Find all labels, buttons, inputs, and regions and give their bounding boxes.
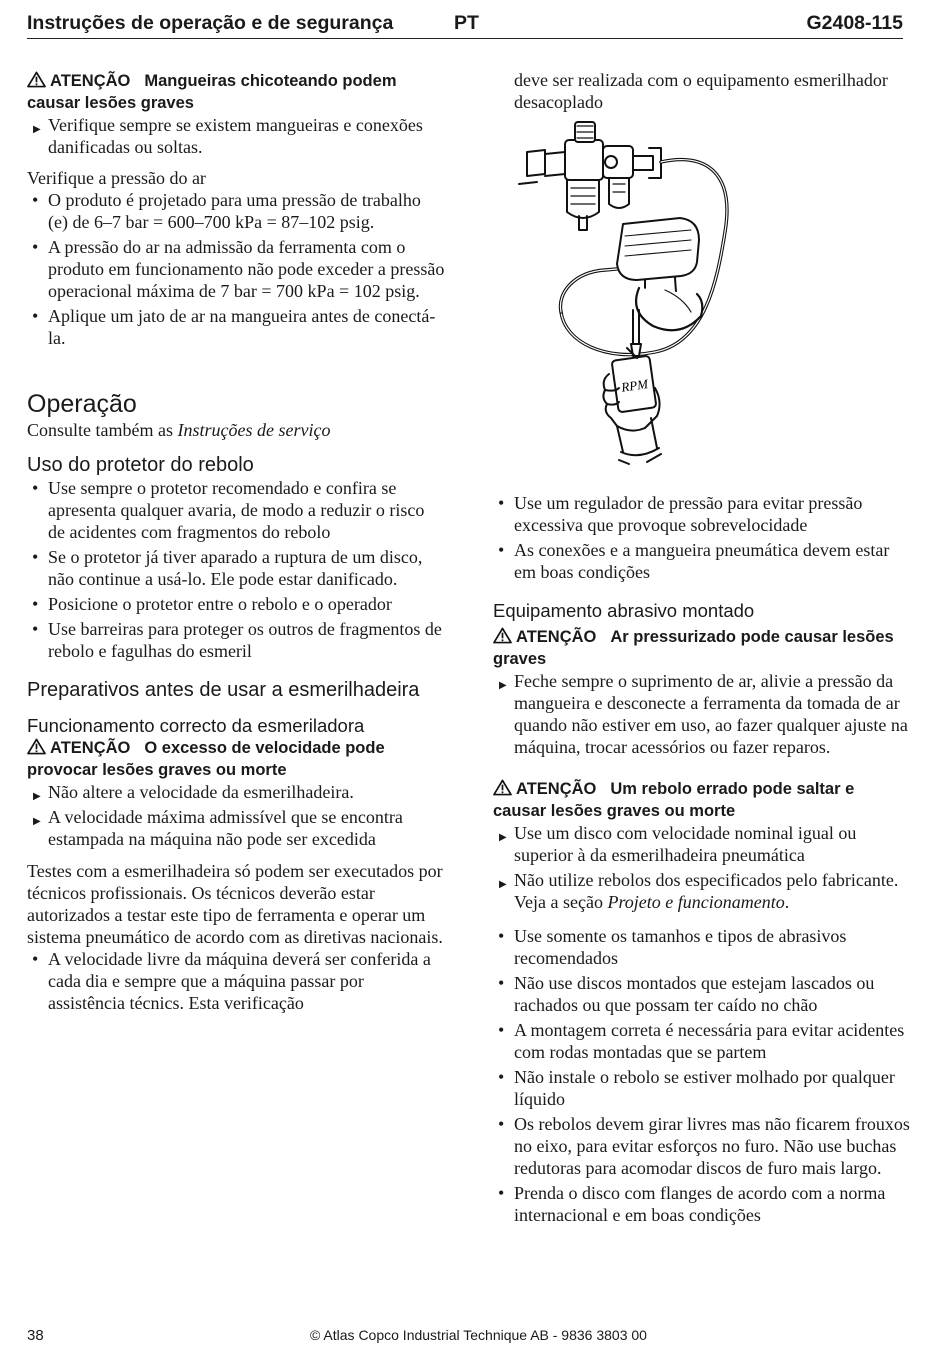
list-item (493, 869, 911, 913)
header-doc-code: G2408-115 (806, 12, 903, 34)
warning-whipping-hoses-list (27, 114, 445, 158)
operation-heading: Operação (27, 390, 137, 418)
abrasive-list (493, 925, 911, 1226)
testing-paragraph: Testes com a esmerilhadeira só podem ser executados por técnicos profissionais. Os técnicos deverão estar autorizados a testar este tipo de ferramenta e operar um sistema pneumático de acordo com as diretivas nacionais. (27, 861, 443, 947)
list-item-text: Não utilize rebolos dos especificados pelo fabricante. Veja a seção (514, 870, 899, 912)
list-item: • Use somente os tamanhos e tipos de abrasivos recomendados (493, 925, 911, 969)
warning-pressurized-air (493, 626, 911, 670)
warning-triangle-icon (27, 71, 46, 88)
warning-triangle-icon (493, 779, 512, 796)
page-number: 38 (27, 1327, 44, 1344)
warning-overspeed-list (27, 781, 445, 850)
warning-label: ATENÇÃO (516, 780, 597, 798)
list-item-end: . (784, 892, 790, 912)
list-item: • O produto é projetado para uma pressão de trabalho (e) de 6–7 bar = 600–700 kPa = 87–102 psig. (27, 189, 445, 233)
header-title: Instruções de operação e de segurança (27, 12, 394, 34)
list-item: • Use um regulador de pressão para evitar pressão excessiva que provoque sobrevelocidade (493, 492, 911, 536)
air-pressure-list (27, 189, 445, 349)
guard-heading: Uso do protetor do rebolo (27, 454, 254, 476)
list-item: ▶ Não altere a velocidade da esmerilhadeira. (27, 781, 445, 803)
warning-text: Mangueiras chicoteando podem causar lesões graves (27, 72, 397, 112)
footer-copyright: © Atlas Copco Industrial Technique AB - 9836 3803 00 (310, 1327, 647, 1343)
list-item: ▶ A velocidade máxima admissível que se encontra estampada na máquina não pode ser excedida (27, 806, 445, 850)
operation-see-also (27, 419, 445, 441)
warning-text: Ar pressurizado pode causar lesões graves (493, 628, 894, 668)
guard-list (27, 477, 445, 662)
warning-wrong-wheel-list (493, 822, 911, 913)
list-item: • Posicione o protetor entre o rebolo e o operador (27, 593, 445, 615)
see-also-text: Consulte também as (27, 420, 178, 440)
list-item: • A pressão do ar na admissão da ferramenta com o produto em funcionamento não pode exceder a pressão operacional máxima de 7 bar = 700 kPa = 102 psig. (27, 236, 445, 302)
left-column (27, 70, 445, 1017)
section-reference: Projeto e funcionamento (607, 892, 785, 912)
list-item: • Não instale o rebolo se estiver molhado por qualquer líquido (493, 1066, 911, 1110)
warning-pressurized-air-list (493, 670, 911, 758)
list-item: • Não use discos montados que estejam lascados ou rachados ou que possam ter caído no chão (493, 972, 911, 1016)
list-item: • As conexões e a mangueira pneumática devem estar em boas condições (493, 539, 911, 583)
see-also-link-text: Instruções de serviço (177, 420, 331, 440)
header-language: PT (454, 12, 479, 34)
warning-label: ATENÇÃO (50, 739, 131, 757)
right-column (493, 492, 911, 1229)
list-item: • A montagem correta é necessária para evitar acidentes com rodas montadas que se partem (493, 1019, 911, 1063)
list-item: ▶ Verifique sempre se existem mangueiras e conexões danificadas ou soltas. (27, 114, 445, 158)
warning-text: Um rebolo errado pode saltar e causar lesões graves ou morte (493, 780, 855, 820)
preparation-heading: Preparativos antes de usar a esmerilhadeira (27, 679, 420, 701)
list-item: • Se o protetor já tiver aparado a ruptura de um disco, não continue a usá-lo. Ele pode estar danificado. (27, 546, 445, 590)
mounted-abrasive-heading: Equipamento abrasivo montado (493, 600, 755, 621)
continued-text: deve ser realizada com o equipamento esmerilhador desacoplado (514, 70, 888, 112)
list-item: • Prenda o disco com flanges de acordo com a norma internacional e em boas condições (493, 1182, 911, 1226)
grinder-rpm-check-illustration (505, 112, 805, 472)
testing-list (27, 948, 445, 1014)
page-header (27, 10, 903, 39)
list-item: • Os rebolos devem girar livres mas não ficarem frouxos no eixo, para evitar esforços no furo. Não use buchas redutoras para acomodar discos de furo mais largo. (493, 1113, 911, 1179)
warning-text: O excesso de velocidade pode provocar lesões graves ou morte (27, 739, 385, 779)
list-item: • A velocidade livre da máquina deverá ser conferida a cada dia e sempre que a máquina passar por assistência técnics. Esta verificação (27, 948, 445, 1014)
air-pressure-intro: Verifique a pressão do ar (27, 168, 206, 188)
list-item: • Aplique um jato de ar na mangueira antes de conectá-la. (27, 305, 445, 349)
warning-wrong-wheel (493, 778, 911, 822)
warning-triangle-icon (27, 738, 46, 755)
correct-function-heading: Funcionamento correcto da esmeriladora (27, 715, 365, 736)
warning-overspeed (27, 737, 445, 781)
right-column-continuation (493, 69, 911, 113)
warning-triangle-icon (493, 627, 512, 644)
list-item: ▶ Use um disco com velocidade nominal igual ou superior à da esmerilhadeira pneumática (493, 822, 911, 866)
warning-label: ATENÇÃO (50, 72, 131, 90)
list-item: • Use sempre o protetor recomendado e confira se apresenta qualquer avaria, de modo a reduzir o risco de acidentes com fragmentos do rebolo (27, 477, 445, 543)
tachometer-label: RPM (620, 376, 649, 395)
list-item: ▶ Feche sempre o suprimento de ar, alivie a pressão da mangueira e desconecte a ferramenta da tomada de ar quando não estiver em uso, ao fazer qualquer ajuste na máquina, trocar acessórios ou fazer reparos. (493, 670, 911, 758)
regulator-list (493, 492, 911, 583)
warning-whipping-hoses (27, 70, 445, 114)
list-item: • Use barreiras para proteger os outros de fragmentos de rebolo e fagulhas do esmeril (27, 618, 445, 662)
warning-label: ATENÇÃO (516, 628, 597, 646)
